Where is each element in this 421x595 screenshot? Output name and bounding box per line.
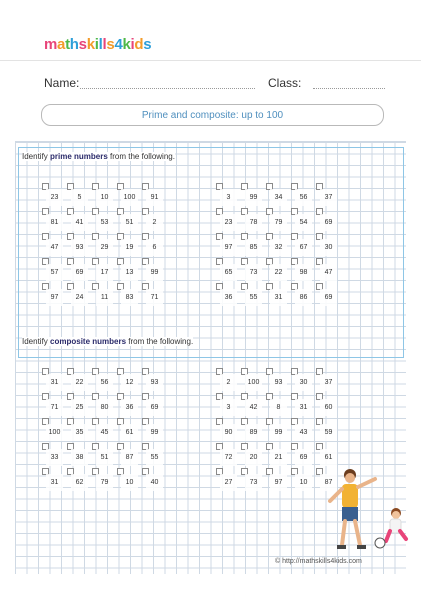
number-cell: 6 [146, 239, 163, 256]
number-cell: 91 [146, 189, 163, 206]
number-cell: 78 [245, 214, 262, 231]
number-cell: 87 [121, 449, 138, 466]
number-cell: 31 [46, 374, 63, 391]
number-cell: 73 [245, 264, 262, 281]
number-cell: 20 [245, 449, 262, 466]
number-cell: 100 [121, 189, 138, 206]
number-cell: 55 [146, 449, 163, 466]
number-cell: 30 [295, 374, 312, 391]
number-cell: 37 [320, 374, 337, 391]
number-cell: 3 [220, 399, 237, 416]
number-cell: 80 [96, 399, 113, 416]
number-cell: 62 [71, 474, 88, 491]
number-cell: 100 [245, 374, 262, 391]
name-field[interactable] [80, 88, 255, 89]
number-cell: 31 [46, 474, 63, 491]
number-cell: 24 [71, 289, 88, 306]
number-cell: 17 [96, 264, 113, 281]
number-cell: 67 [295, 239, 312, 256]
name-label: Name: [44, 76, 80, 90]
number-cell: 59 [320, 424, 337, 441]
number-cell: 10 [295, 474, 312, 491]
number-cell: 87 [320, 474, 337, 491]
number-cell: 27 [220, 474, 237, 491]
number-cell: 32 [270, 239, 287, 256]
worksheet-title: Prime and composite: up to 100 [41, 104, 384, 126]
number-cell: 86 [295, 289, 312, 306]
number-cell: 89 [245, 424, 262, 441]
number-cell: 69 [320, 214, 337, 231]
number-cell: 34 [270, 189, 287, 206]
number-cell: 61 [121, 424, 138, 441]
number-cell: 60 [320, 399, 337, 416]
number-cell: 71 [46, 399, 63, 416]
number-cell: 56 [96, 374, 113, 391]
number-cell: 23 [46, 189, 63, 206]
number-cell: 13 [121, 264, 138, 281]
number-cell: 100 [46, 424, 63, 441]
number-cell: 83 [121, 289, 138, 306]
number-cell: 10 [121, 474, 138, 491]
number-cell: 71 [146, 289, 163, 306]
number-cell: 47 [46, 239, 63, 256]
number-cell: 42 [245, 399, 262, 416]
father-and-child-illustration [320, 465, 420, 560]
divider-top [0, 60, 421, 61]
number-cell: 53 [96, 214, 113, 231]
number-cell: 97 [220, 239, 237, 256]
number-cell: 41 [71, 214, 88, 231]
number-cell: 12 [121, 374, 138, 391]
number-cell: 99 [146, 424, 163, 441]
number-cell: 3 [220, 189, 237, 206]
number-cell: 29 [96, 239, 113, 256]
prime-instruction: Identify prime numbers from the following. [22, 152, 175, 161]
number-cell: 79 [270, 214, 287, 231]
number-cell: 22 [270, 264, 287, 281]
number-cell: 38 [71, 449, 88, 466]
number-cell: 85 [245, 239, 262, 256]
number-cell: 99 [245, 189, 262, 206]
number-cell: 37 [320, 189, 337, 206]
number-cell: 51 [96, 449, 113, 466]
number-cell: 61 [320, 449, 337, 466]
number-cell: 45 [96, 424, 113, 441]
logo: mathskills4kids [44, 36, 152, 53]
number-cell: 22 [71, 374, 88, 391]
number-cell: 93 [146, 374, 163, 391]
composite-instruction: Identify composite numbers from the following. [22, 337, 194, 346]
number-cell: 33 [46, 449, 63, 466]
number-cell: 69 [320, 289, 337, 306]
number-cell: 36 [121, 399, 138, 416]
number-cell: 30 [320, 239, 337, 256]
number-cell: 36 [220, 289, 237, 306]
number-cell: 99 [270, 424, 287, 441]
number-cell: 93 [270, 374, 287, 391]
number-cell: 31 [295, 399, 312, 416]
number-cell: 47 [320, 264, 337, 281]
number-cell: 19 [121, 239, 138, 256]
number-cell: 98 [295, 264, 312, 281]
number-cell: 54 [295, 214, 312, 231]
number-cell: 10 [96, 189, 113, 206]
number-cell: 35 [71, 424, 88, 441]
number-cell: 23 [220, 214, 237, 231]
class-field[interactable] [313, 88, 385, 89]
number-cell: 72 [220, 449, 237, 466]
number-cell: 31 [270, 289, 287, 306]
number-cell: 5 [71, 189, 88, 206]
number-cell: 97 [46, 289, 63, 306]
number-cell: 69 [71, 264, 88, 281]
number-cell: 69 [146, 399, 163, 416]
number-cell: 69 [295, 449, 312, 466]
number-cell: 56 [295, 189, 312, 206]
number-cell: 51 [121, 214, 138, 231]
number-cell: 25 [71, 399, 88, 416]
number-cell: 93 [71, 239, 88, 256]
number-cell: 40 [146, 474, 163, 491]
number-cell: 8 [270, 399, 287, 416]
number-cell: 2 [220, 374, 237, 391]
number-cell: 99 [146, 264, 163, 281]
number-cell: 81 [46, 214, 63, 231]
number-cell: 79 [96, 474, 113, 491]
number-cell: 73 [245, 474, 262, 491]
number-cell: 2 [146, 214, 163, 231]
number-cell: 97 [270, 474, 287, 491]
number-cell: 43 [295, 424, 312, 441]
number-cell: 55 [245, 289, 262, 306]
number-cell: 21 [270, 449, 287, 466]
number-cell: 90 [220, 424, 237, 441]
footer-url: © http://mathskills4kids.com [275, 558, 362, 565]
number-cell: 65 [220, 264, 237, 281]
number-cell: 57 [46, 264, 63, 281]
class-label: Class: [268, 76, 302, 90]
number-cell: 11 [96, 289, 113, 306]
